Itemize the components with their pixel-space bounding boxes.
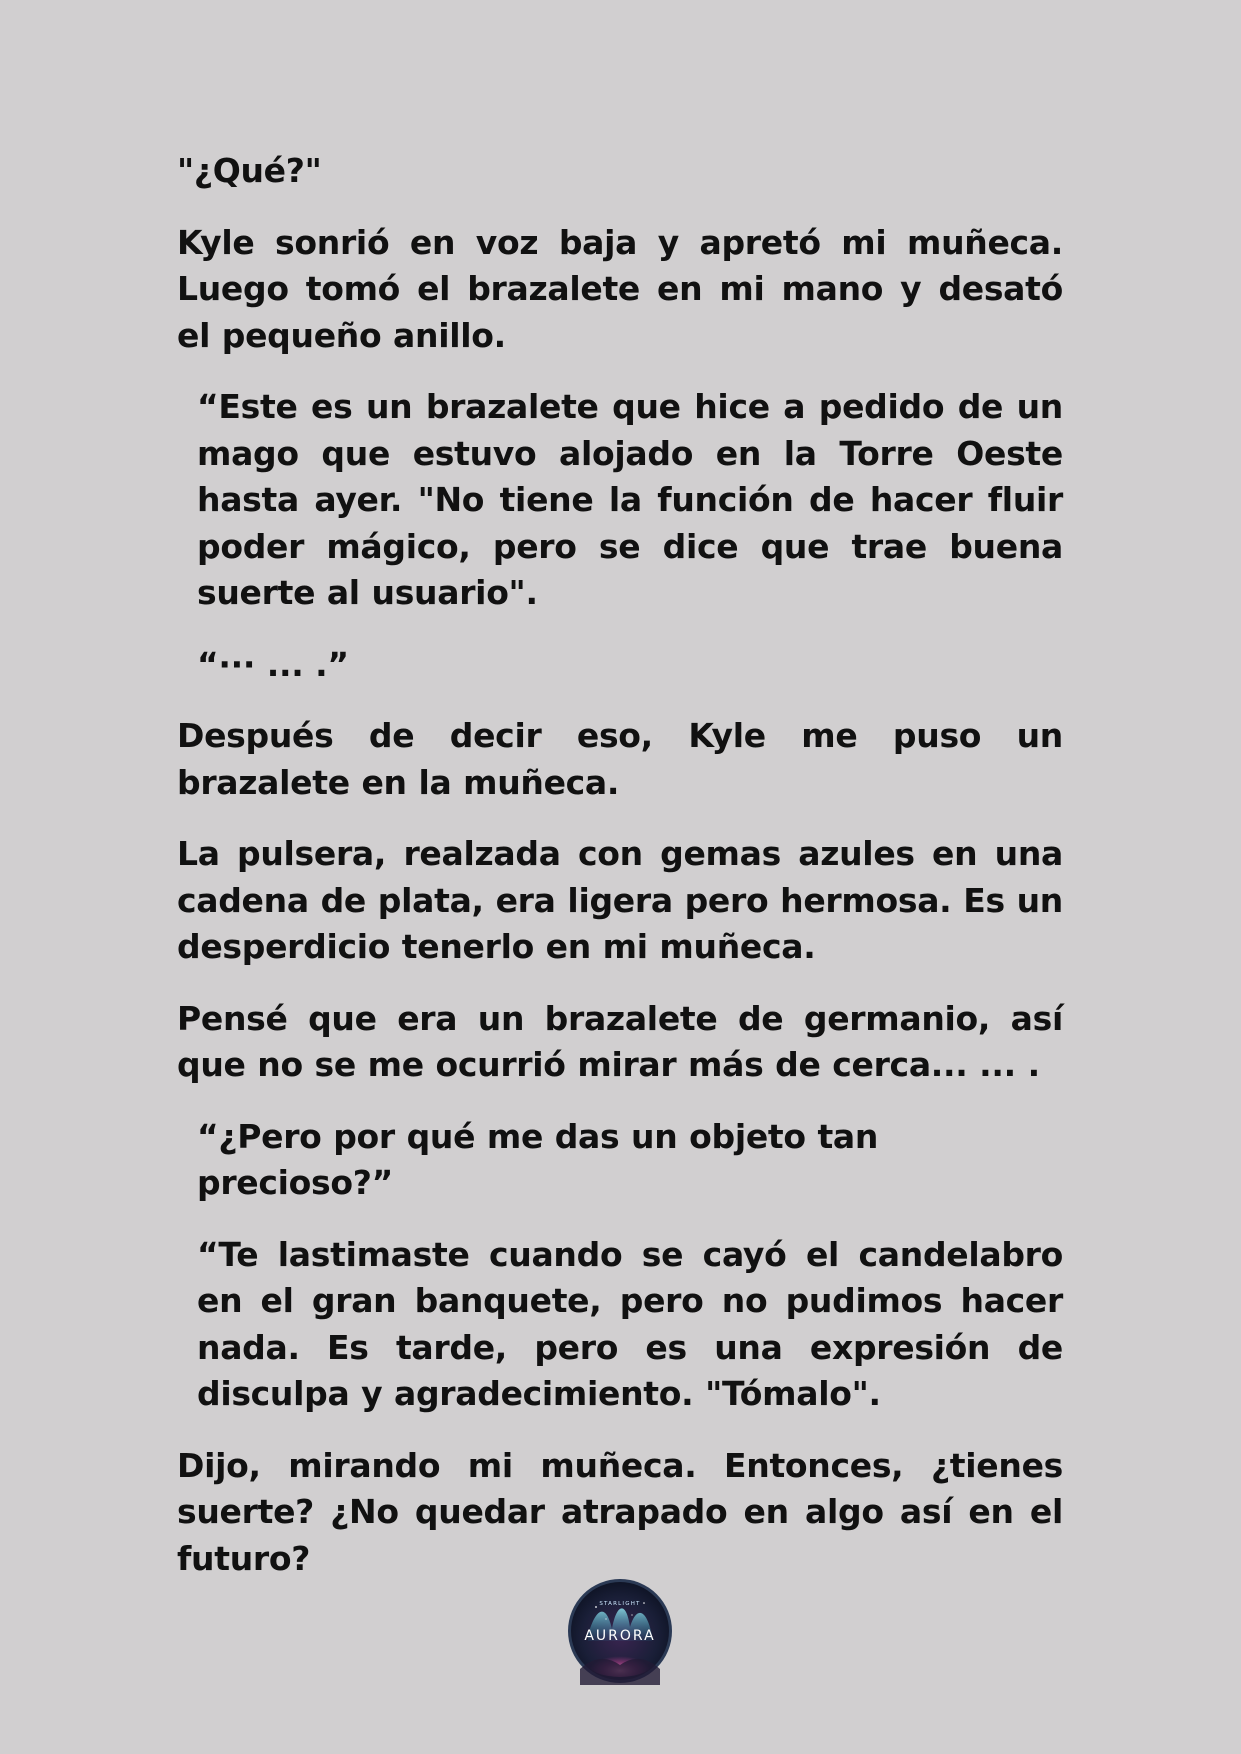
story-text: [177, 148, 1063, 1607]
narration-kyle-smiled: Kyle sonrió en voz baja y apretó mi muñeca. Luego tomó el brazalete en mi mano y desató el pequeño anillo.: [177, 222, 1063, 355]
dialogue-ellipsis: “··· ... .”: [197, 644, 349, 684]
aurora-logo: [566, 1577, 674, 1685]
dialogue-que: "¿Qué?": [177, 151, 322, 190]
dialogue-why-precious: “¿Pero por qué me das un objeto tan precioso?”: [197, 1116, 879, 1202]
narration-looking-at-wrist: Dijo, mirando mi muñeca. Entonces, ¿tienes suerte? ¿No quedar atrapado en algo así en el futuro?: [177, 1445, 1063, 1578]
narration-bracelet-put-on: Después de decir eso, Kyle me puso un brazalete en la muñeca.: [177, 716, 1063, 802]
narration-germanium-thought: Pensé que era un brazalete de germanio, así que no se me ocurrió mirar más de cerca... ... .: [177, 998, 1063, 1084]
dialogue-apology: “Te lastimaste cuando se cayó el candelabro en el gran banquete, pero no pudimos hacer nada. Es tarde, pero es una expresión de disculpa y agradecimiento. "Tómalo".: [197, 1234, 1063, 1413]
dialogue-bracelet-explained: “Este es un brazalete que hice a pedido de un mago que estuvo alojado en la Torre Oeste hasta ayer. "No tiene la función de hacer fluir poder mágico, pero se dice que trae buena suerte al usuario".: [197, 387, 1063, 612]
narration-bracelet-description: La pulsera, realzada con gemas azules en una cadena de plata, era ligera pero hermosa. Es un desperdicio tenerlo en mi muñeca.: [177, 834, 1063, 966]
logo-top-text: STARLIGHT: [599, 1601, 641, 1607]
logo-name: AURORA: [584, 1628, 656, 1644]
